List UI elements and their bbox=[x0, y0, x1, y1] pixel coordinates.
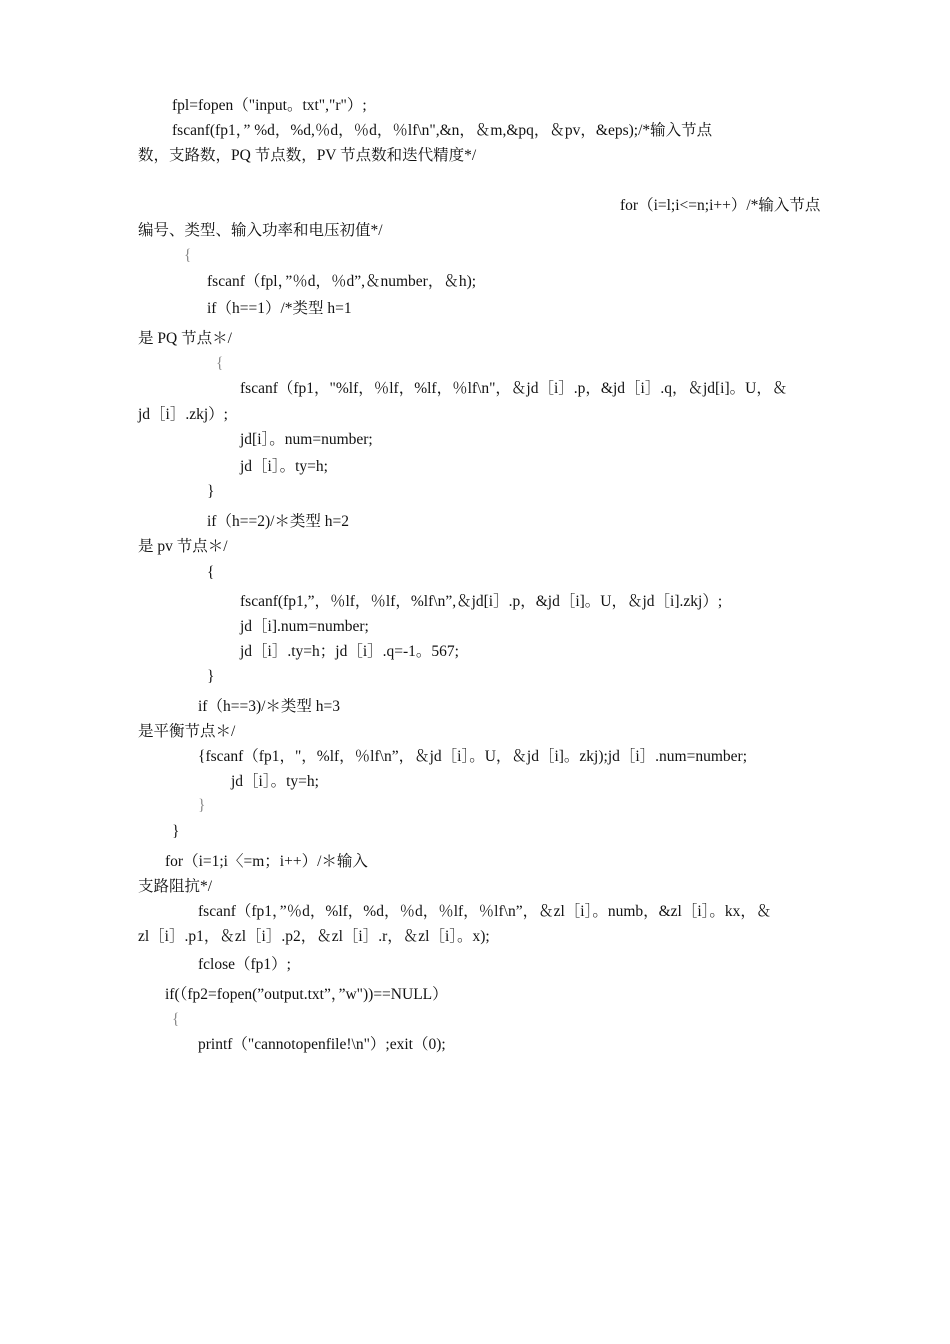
code-line: jd［i].num=number; bbox=[240, 618, 369, 635]
code-line: } bbox=[207, 483, 215, 500]
code-line: } bbox=[207, 668, 215, 685]
code-line: jd［i］。ty=h; bbox=[231, 773, 319, 790]
code-line: fscanf(fp1，” %d，%d,％d，％d，％lf\n",&n，＆m,&pq，＆pv，&eps);/*输入节点 bbox=[172, 122, 713, 139]
code-line: for（i=1;i〈=m；i++）/＊输入 bbox=[165, 853, 368, 870]
code-line: 支路阻抗*/ bbox=[138, 878, 213, 895]
code-line: } bbox=[172, 823, 180, 840]
code-line: zl［i］.p1，＆zl［i］.p2，＆zl［i］.r，＆zl［i］。x); bbox=[138, 928, 490, 945]
code-line: jd［i］.ty=h；jd［i］.q=-1。567; bbox=[240, 643, 459, 660]
code-line: fclose（fp1）; bbox=[198, 956, 291, 973]
code-line: 是 PQ 节点＊/ bbox=[138, 330, 232, 347]
code-line: { bbox=[216, 355, 224, 372]
code-line: } bbox=[198, 797, 206, 814]
code-line: { bbox=[207, 564, 215, 581]
code-line: { bbox=[184, 247, 192, 264]
code-line: jd［i］.zkj）; bbox=[138, 406, 228, 423]
code-line: 是 pv 节点＊/ bbox=[138, 538, 228, 555]
code-line: printf（"cannotopenfile!\n"）;exit（0); bbox=[198, 1036, 446, 1053]
code-line: fpl=fopen（"input。txt","r"）; bbox=[172, 97, 367, 114]
code-line: 编号、类型、输入功率和电压初值*/ bbox=[138, 222, 383, 239]
code-line: fscanf(fp1,”，％lf，％lf，%lf\n”,＆jd[i］.p，&jd［i]。U，＆jd［i].zkj）; bbox=[240, 593, 723, 610]
code-line: 是平衡节点＊/ bbox=[138, 723, 236, 740]
code-line: if（h==1）/*类型 h=1 bbox=[207, 300, 352, 317]
code-line: {fscanf（fp1，"，%lf，％lf\n”，＆jd［i］。U，＆jd［i]。zkj);jd［i］.num=number; bbox=[198, 748, 748, 765]
code-line: if（h==3)/＊类型 h=3 bbox=[198, 698, 341, 715]
code-line: if(（fp2=fopen(”output.txt”，”w"))==NULL） bbox=[165, 986, 448, 1003]
code-line: 数，支路数，PQ 节点数，PV 节点数和迭代精度*/ bbox=[138, 147, 477, 164]
code-line: fscanf（fpl，”％d，％d”,＆number，＆h); bbox=[207, 273, 477, 290]
code-line: { bbox=[172, 1011, 180, 1028]
code-line: for（i=l;i<=n;i++）/*输入节点 bbox=[620, 197, 821, 214]
code-line: fscanf（fp1，”％d，%lf，%d，％d，％lf，％lf\n”，＆zl［i］。numb，&zl［i］。kx，＆ bbox=[198, 903, 772, 920]
code-line: fscanf（fp1，"%lf，％lf，%lf，％lf\n"，＆jd［i］.p，&jd［i］.q，＆jd[i]。U，＆ bbox=[240, 380, 788, 397]
code-line: jd［i］。ty=h; bbox=[240, 458, 328, 475]
code-line: if（h==2)/＊类型 h=2 bbox=[207, 513, 350, 530]
code-line: jd[i］。num=number; bbox=[240, 431, 373, 448]
